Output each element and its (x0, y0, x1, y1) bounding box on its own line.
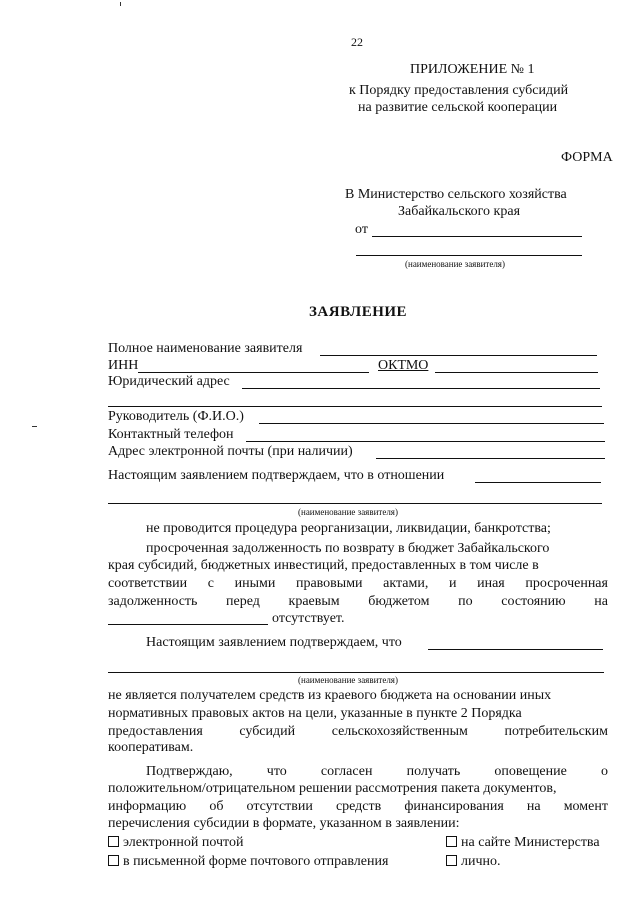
confirm-1: Настоящим заявлением подтверждаем, что в отношении (108, 468, 445, 483)
option-website[interactable] (446, 835, 600, 851)
full-name-blank[interactable] (320, 355, 597, 356)
word: получать (406, 764, 461, 779)
para-4-line-1 (146, 764, 608, 781)
word: задолженность (108, 594, 198, 609)
doc-title: ЗАЯВЛЕНИЕ (309, 304, 408, 320)
para-3-line-4: кооперативам. (108, 740, 194, 755)
addressee-line-2: Забайкальского края (398, 204, 521, 219)
checkbox-icon[interactable] (446, 836, 457, 847)
word: согласен (320, 764, 373, 779)
from-label: от (355, 222, 368, 237)
word: потребительским (504, 724, 608, 739)
inn-blank[interactable] (138, 372, 369, 373)
appendix-title: ПРИЛОЖЕНИЕ № 1 (410, 62, 535, 77)
word: на (594, 594, 608, 609)
legal-address-blank[interactable] (242, 388, 600, 389)
word: средств (335, 799, 382, 814)
form-label: ФОРМА (561, 150, 613, 165)
para-3-line-3 (108, 724, 608, 741)
word: что (266, 764, 287, 779)
email-blank[interactable] (376, 458, 605, 459)
word: просроченная (525, 576, 608, 591)
para-2-line-3 (108, 576, 608, 593)
from-blank-2[interactable] (356, 255, 582, 256)
word: информацию (108, 799, 187, 814)
word: перед (226, 594, 260, 609)
applicant-caption: (наименование заявителя) (405, 259, 505, 269)
confirm-1-blank-2[interactable] (108, 503, 602, 504)
option-email[interactable] (108, 835, 243, 851)
word: отсутствии (246, 799, 313, 814)
word: соответствии (108, 576, 188, 591)
word: состоянию (501, 594, 566, 609)
para-4-line-4: перечисления субсидии в формате, указанном в заявлении: (108, 816, 460, 831)
option-email-label: электронной почтой (123, 835, 244, 850)
appendix-line-1: к Порядку предоставления субсидий (349, 83, 569, 98)
option-in-person[interactable] (446, 854, 501, 870)
caption-applicant-1: (наименование заявителя) (298, 507, 398, 517)
full-name-label: Полное наименование заявителя (108, 341, 303, 356)
word: момент (563, 799, 608, 814)
manager-blank[interactable] (259, 423, 604, 424)
word: оповещение (494, 764, 567, 779)
addressee-line-1: В Министерство сельского хозяйства (345, 187, 567, 202)
confirm-1-blank[interactable] (475, 482, 601, 483)
checkbox-icon[interactable] (446, 855, 457, 866)
word: иная (477, 576, 505, 591)
word: иными (234, 576, 276, 591)
word: об (209, 799, 224, 814)
para-1: не проводится процедура реорганизации, ликвидации, банкротства; (146, 521, 551, 536)
word: и (448, 576, 457, 591)
page-number: 22 (351, 35, 363, 49)
phone-blank[interactable] (246, 441, 605, 442)
word: актами, (383, 576, 429, 591)
para-2-line-1: просроченная задолженность по возврату в бюджет Забайкальского (146, 541, 550, 556)
word: предоставления (108, 724, 203, 739)
caption-applicant-2: (наименование заявителя) (298, 675, 398, 685)
word: финансирования (404, 799, 504, 814)
date-blank[interactable] (108, 624, 268, 625)
option-in-person-label: лично. (461, 854, 501, 869)
checkbox-icon[interactable] (108, 836, 119, 847)
word: правовыми (295, 576, 363, 591)
word: субсидий (239, 724, 296, 739)
para-2-line-2: края субсидий, бюджетных инвестиций, предоставленных в том числе в (108, 558, 539, 573)
para-3-line-1: не является получателем средств из краевого бюджета на основании иных (108, 688, 552, 703)
option-website-label: на сайте Министерства (461, 835, 600, 850)
manager-label: Руководитель (Ф.И.О.) (108, 409, 244, 424)
option-post[interactable] (108, 854, 388, 870)
word: о (600, 764, 608, 779)
scan-mark (120, 2, 121, 6)
para-3-line-2: нормативных правовых актов на цели, указанные в пункте 2 Порядка (108, 706, 522, 721)
option-post-label: в письменной форме почтового отправления (123, 854, 389, 869)
email-label: Адрес электронной почты (при наличии) (108, 444, 353, 459)
checkbox-icon[interactable] (108, 855, 119, 866)
scan-mark (32, 426, 37, 427)
confirm-2: Настоящим заявлением подтверждаем, что (146, 635, 402, 650)
from-blank[interactable] (372, 236, 582, 237)
confirm-2-blank[interactable] (428, 649, 603, 650)
legal-address-blank-2[interactable] (108, 406, 602, 407)
para-2-line-4 (108, 594, 608, 611)
para-2-line-5: отсутствует. (272, 611, 345, 626)
confirm-2-blank-2[interactable] (108, 672, 604, 673)
oktmo-blank[interactable] (435, 372, 598, 373)
word: сельскохозяйственным (331, 724, 468, 739)
phone-label: Контактный телефон (108, 427, 234, 442)
inn-label: ИНН (108, 358, 139, 373)
word: на (526, 799, 541, 814)
word: Подтверждаю, (146, 764, 233, 779)
para-4-line-2: положительном/отрицательном решении рассмотрения пакета документов, (108, 781, 557, 796)
word: краевым (288, 594, 340, 609)
oktmo-label: ОКТМО (378, 358, 429, 373)
appendix-line-2: на развитие сельской кооперации (358, 100, 558, 115)
legal-address-label: Юридический адрес (108, 374, 230, 389)
word: бюджетом (368, 594, 430, 609)
word: по (458, 594, 473, 609)
word: с (207, 576, 214, 591)
para-4-line-3 (108, 799, 608, 816)
